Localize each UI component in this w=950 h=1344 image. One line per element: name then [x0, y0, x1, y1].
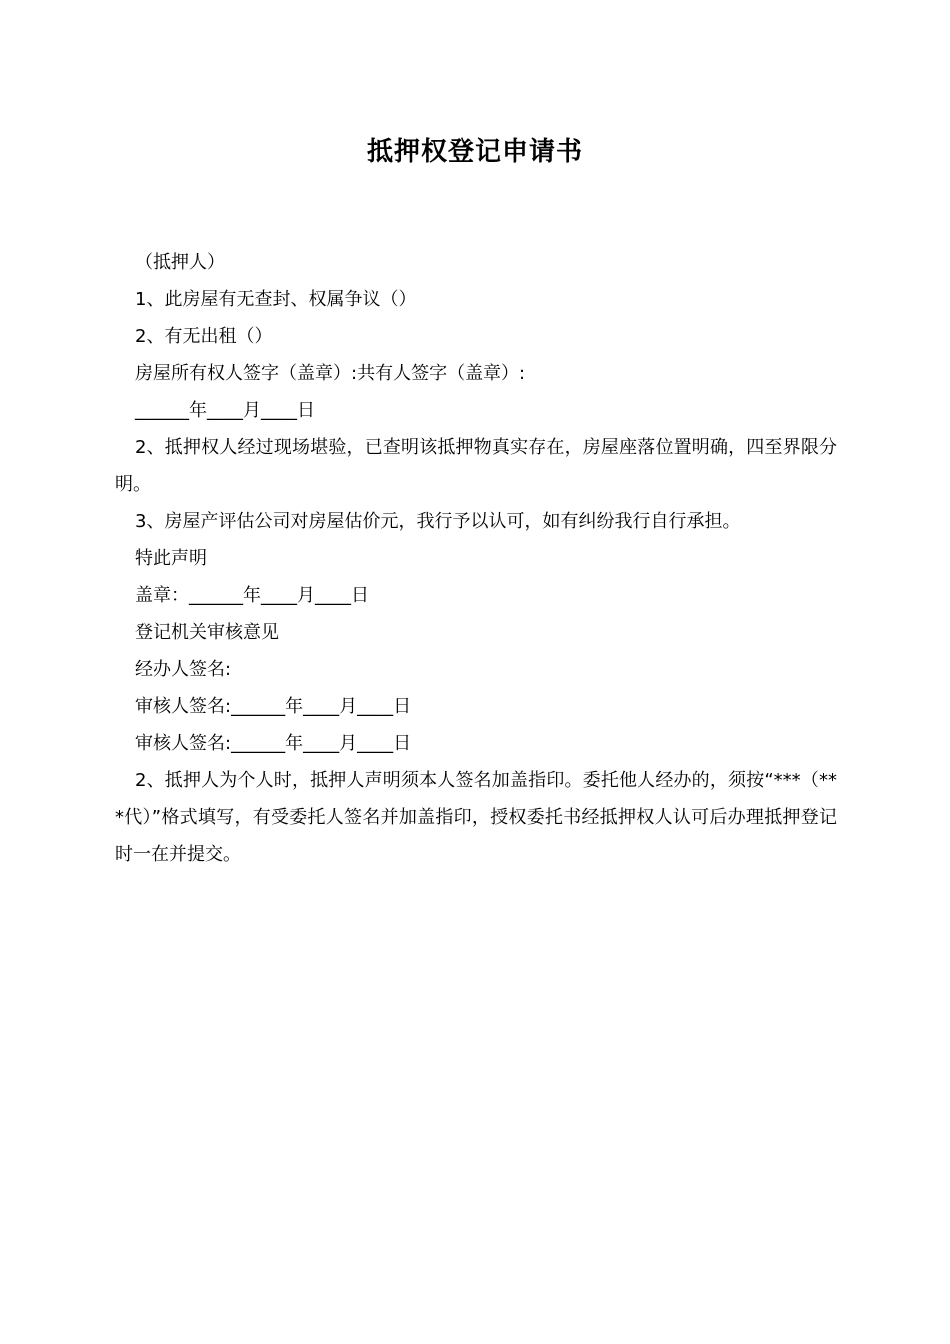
date-line: ______年____月____日 [135, 400, 315, 421]
handler-signature-line: 经办人签名: [135, 659, 232, 680]
reviewer-signature-line: 审核人签名:______年____月____日 [135, 696, 412, 717]
registry-review-heading: 登记机关审核意见 [135, 622, 279, 643]
mortgagor-heading: （抵押人） [135, 252, 225, 273]
document-body [115, 244, 837, 873]
reviewer-signature-line-2: 审核人签名:______年____月____日 [135, 733, 412, 754]
declaration-line: 特此声明 [135, 548, 207, 569]
rental-line: 2、有无出租（） [135, 326, 273, 347]
valuation-paragraph: 3、房屋产评估公司对房屋估价元，我行予以认可，如有纠纷我行自行承担。 [135, 511, 741, 532]
seal-date-line: 盖章：______年____月____日 [135, 585, 369, 606]
inspection-paragraph: 2、抵押权人经过现场堪验，已查明该抵押物真实存在，房屋座落位置明确，四至界限分明。 [115, 437, 837, 495]
seizure-dispute-line: 1、此房屋有无查封、权属争议（） [135, 289, 417, 310]
document-title: 抵押权登记申请书 [366, 137, 583, 167]
owner-signature-line: 房屋所有权人签字（盖章）:共有人签字（盖章）: [135, 363, 526, 384]
individual-mortgagor-note: 2、抵押人为个人时，抵押人声明须本人签名加盖指印。委托他人经办的，须按“***（***代）”格式填写，有受委托人签名并加盖指印，授权委托书经抵押权人认可后办理抵押登记时一在并提交。 [115, 770, 837, 865]
